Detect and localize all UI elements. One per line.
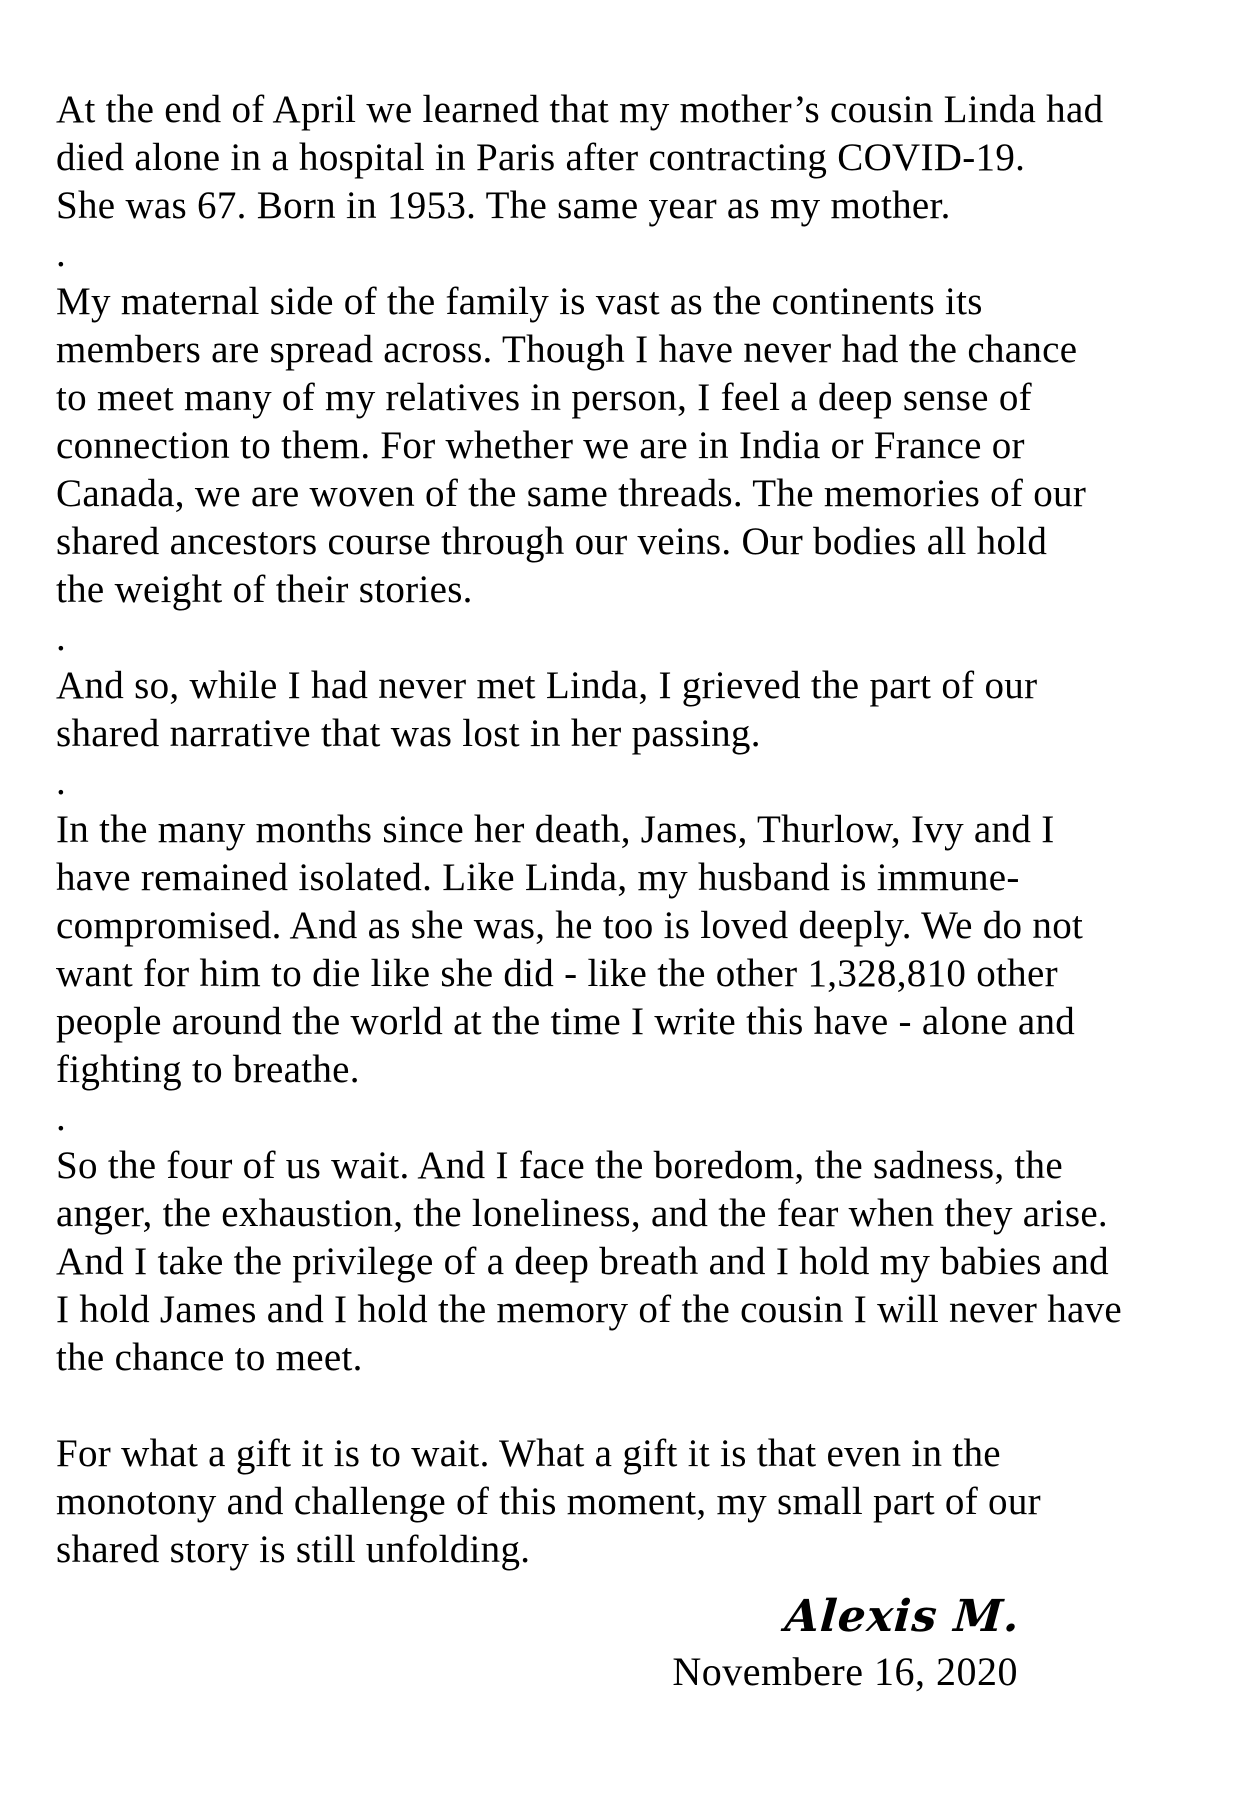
paragraph-separator-dot: . [56,232,67,275]
letter-body [56,86,1240,1574]
text-line: And I take the privilege of a deep breath and I hold my babies and [56,1240,1109,1283]
paragraph-separator-dot: . [56,1096,67,1139]
text-line: connection to them. For whether we are in India or France or [56,424,1025,467]
signature-name: Alexis M. [783,1591,1022,1642]
text-line: Canada, we are woven of the same threads. The memories of our [56,472,1087,515]
text-line: For what a gift it is to wait. What a gift it is that even in the [56,1432,1001,1475]
text-line: fighting to breathe. [56,1048,360,1091]
text-line: My maternal side of the family is vast as the continents its [56,280,983,323]
text-line: people around the world at the time I write this have - alone and [56,1000,1076,1043]
text-line: So the four of us wait. And I face the boredom, the sadness, the [56,1144,1063,1187]
text-line: And so, while I had never met Linda, I grieved the part of our [56,664,1038,707]
text-line: She was 67. Born in 1953. The same year as my mother. [56,184,951,227]
text-line: anger, the exhaustion, the loneliness, and the fear when they arise. [56,1192,1108,1235]
text-line: monotony and challenge of this moment, my small part of our [56,1480,1041,1523]
text-line: I hold James and I hold the memory of the cousin I will never have [56,1288,1123,1331]
text-line: In the many months since her death, James, Thurlow, Ivy and I [56,808,1055,851]
text-line: shared story is still unfolding. [56,1528,531,1571]
paragraph-separator-dot: . [56,616,67,659]
text-line: At the end of April we learned that my mother’s cousin Linda had [56,88,1104,131]
paragraph-separator-dot: . [56,760,67,803]
text-line: compromised. And as she was, he too is loved deeply. We do not [56,904,1084,947]
signature-line [56,1588,1022,1646]
text-line: to meet many of my relatives in person, I feel a deep sense of [56,376,1032,419]
text-line: the chance to meet. [56,1336,363,1379]
signature-date: Novembere 16, 2020 [672,1649,1018,1694]
text-line: shared ancestors course through our veins. Our bodies all hold [56,520,1048,563]
closing-block [56,1588,1240,1698]
text-line: members are spread across. Though I have never had the chance [56,328,1078,371]
text-line: died alone in a hospital in Paris after contracting COVID-19. [56,136,1026,179]
text-line: have remained isolated. Like Linda, my husband is immune- [56,856,1020,899]
text-line: want for him to die like she did - like the other 1,328,810 other [56,952,1058,995]
text-line: shared narrative that was lost in her passing. [56,712,761,755]
blank-line [56,1382,1240,1430]
text-line: the weight of their stories. [56,568,473,611]
